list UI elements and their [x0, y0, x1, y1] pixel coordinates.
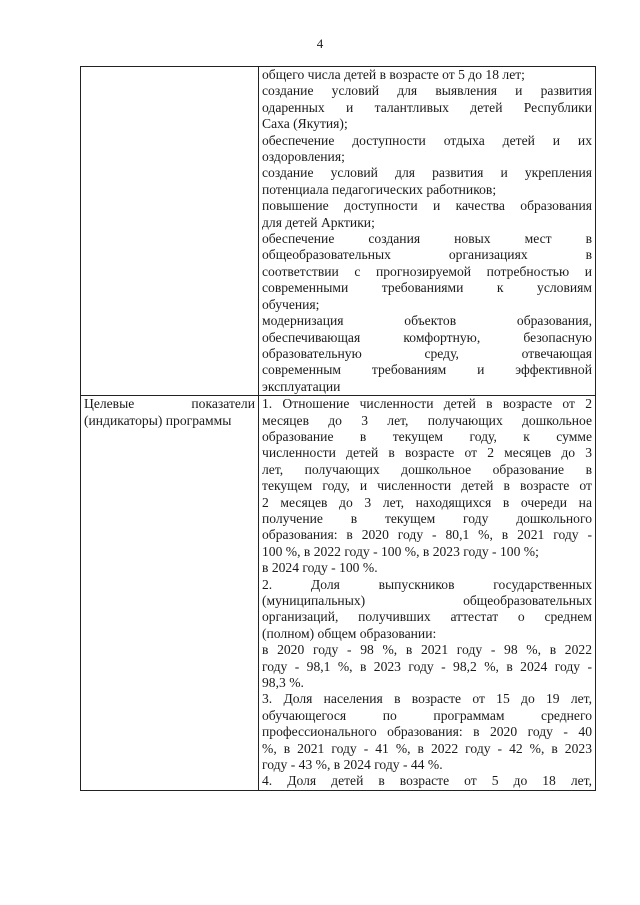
content-line: обучения; — [262, 296, 320, 312]
content-line: образование в текущем году, к сумме — [262, 428, 592, 444]
content-line: 98,3 %. — [262, 675, 304, 691]
content-line: эксплуатации — [262, 378, 341, 394]
content-line: общеобразовательных организациях в — [262, 247, 592, 263]
content-line: 2 месяцев до 3 лет, находящихся в очереди на — [262, 494, 592, 510]
content-line: образования: в 2020 году - 80,1 %, в 2021 году - — [262, 527, 592, 543]
content-line: 4. Доля детей в возрасте от 5 до 18 лет, — [262, 773, 592, 789]
content-line: в 2020 году - 98 %, в 2021 году - 98 %, в 2022 — [262, 642, 592, 658]
row-content-cell — [259, 396, 596, 791]
content-line: получение в текущем году дошкольного — [262, 510, 592, 526]
content-line: современными требованиями к условиям — [262, 280, 592, 296]
row-label: Целевые показатели (индикаторы) программы — [84, 396, 255, 428]
content-line: в 2024 году - 100 %. — [262, 560, 378, 576]
content-line: обеспечивающая комфортную, безопасную — [262, 329, 592, 345]
content-line: модернизация объектов образования, — [262, 313, 592, 329]
content-line: повышение доступности и качества образования — [262, 198, 592, 214]
content-line: 2. Доля выпускников государственных — [262, 576, 592, 592]
content-line: 1. Отношение численности детей в возрасте от 2 — [262, 396, 592, 412]
content-line: 3. Доля населения в возрасте от 15 до 19 лет, — [262, 691, 592, 707]
content-line: 100 %, в 2022 году - 100 %, в 2023 году - 100 %; — [262, 543, 539, 559]
content-line: обучающегося по программам среднего — [262, 707, 592, 723]
content-line: Саха (Якутия); — [262, 116, 348, 132]
row-label-cell — [81, 396, 259, 791]
content-line: общего числа детей в возрасте от 5 до 18 лет; — [262, 67, 525, 82]
program-passport-table — [80, 66, 596, 791]
content-line: оздоровления; — [262, 149, 345, 165]
content-line: (полном) общем образовании: — [262, 625, 437, 641]
content-line: (муниципальных) общеобразовательных — [262, 593, 592, 608]
content-line: создание условий для развития и укрепления — [262, 165, 592, 181]
content-line: одаренных и талантливых детей Республики — [262, 99, 592, 115]
content-line: численности детей в возрасте от 2 месяцев до 3 — [262, 445, 592, 461]
content-line: для детей Арктики; — [262, 214, 375, 230]
table-row — [81, 396, 596, 791]
content-line: текущем году, и численности детей в возрасте от — [262, 478, 592, 494]
content-line: соответствии с прогнозируемой потребностью и — [262, 263, 592, 279]
content-line: обеспечение доступности отдыха детей и их — [262, 132, 592, 148]
row-label-cell — [81, 67, 259, 396]
content-line: обеспечение создания новых мест в — [262, 231, 592, 247]
content-line: профессионального образования: в 2020 году - 40 — [262, 724, 592, 740]
content-line: месяцев до 3 лет, получающих дошкольное — [262, 412, 592, 428]
content-line: году - 43 %, в 2024 году - 44 %. — [262, 757, 443, 773]
content-line: потенциала педагогических работников; — [262, 181, 497, 197]
content-line: организаций, получивших аттестат о среднем — [262, 609, 592, 625]
table-body — [81, 67, 596, 791]
content-line: году - 98,1 %, в 2023 году - 98,2 %, в 2024 году - — [262, 658, 592, 674]
content-line: %, в 2021 году - 41 %, в 2022 году - 42 %, в 2023 — [262, 740, 592, 756]
table-row — [81, 67, 596, 396]
content-line: лет, получающих дошкольное образование в — [262, 461, 592, 477]
page-number: 4 — [316, 36, 324, 51]
content-line: создание условий для выявления и развития — [262, 83, 592, 99]
content-line: образовательную среду, отвечающая — [262, 345, 592, 361]
row-content-cell — [259, 67, 596, 396]
content-line: современным требованиям и эффективной — [262, 362, 592, 378]
